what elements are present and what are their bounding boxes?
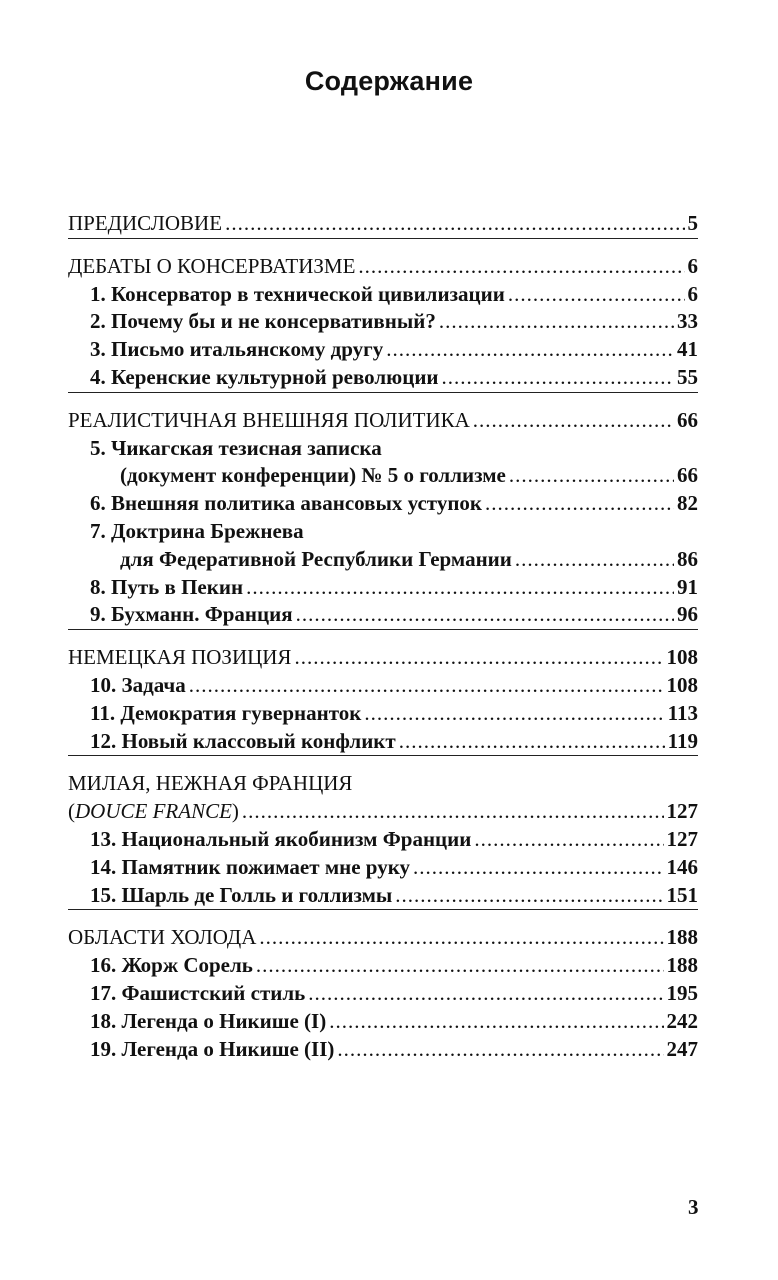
toc-page-number: 127 xyxy=(666,826,698,851)
dot-leader xyxy=(225,210,684,238)
toc-part-entry[interactable] xyxy=(68,924,698,952)
toc-page-number: 41 xyxy=(677,337,698,362)
toc-part-title-cont: (DOUCE FRANCE) xyxy=(68,799,239,824)
toc-page-number: 247 xyxy=(666,1036,698,1061)
toc-page-number: 33 xyxy=(677,309,698,334)
toc-part xyxy=(68,924,698,1063)
dot-leader xyxy=(509,462,674,490)
dot-leader xyxy=(308,980,663,1008)
toc-part xyxy=(68,253,698,393)
dot-leader xyxy=(515,546,674,574)
toc-chapter-title: 8. Путь в Пекин xyxy=(90,574,244,599)
toc-chapter-title: 17. Фашистский стиль xyxy=(90,980,306,1005)
dot-leader xyxy=(508,281,685,309)
toc-part-title: ДЕБАТЫ О КОНСЕРВАТИЗМЕ xyxy=(68,253,356,278)
toc-chapter-entry[interactable] xyxy=(68,1036,698,1064)
toc-page-number: 108 xyxy=(666,645,698,670)
toc-part-title: НЕМЕЦКАЯ ПОЗИЦИЯ xyxy=(68,645,292,670)
toc-page-number: 66 xyxy=(677,407,698,432)
toc-part-entry[interactable] xyxy=(68,210,698,238)
table-of-contents xyxy=(68,210,698,1077)
toc-page-number: 195 xyxy=(666,980,698,1005)
toc-chapter-title: 11. Демократия гувернанток xyxy=(90,700,362,725)
toc-chapter-title: 4. Керенские культурной революции xyxy=(90,364,439,389)
dot-leader xyxy=(485,490,674,518)
toc-page-number: 146 xyxy=(666,854,698,879)
dot-leader xyxy=(474,826,663,854)
toc-part-title: ПРЕДИСЛОВИЕ xyxy=(68,211,223,235)
toc-chapter-title-cont: (документ конференции) № 5 о голлизме xyxy=(120,463,506,488)
toc-part-entry[interactable] xyxy=(68,644,698,672)
toc-chapter-entry[interactable] xyxy=(68,854,698,882)
toc-chapter-title: 10. Задача xyxy=(90,672,186,697)
dot-leader xyxy=(294,644,663,672)
toc-chapter-title: 3. Письмо итальянскому другу xyxy=(90,337,384,362)
toc-page-number: 6 xyxy=(687,253,698,278)
toc-chapter-entry[interactable] xyxy=(68,882,698,910)
toc-chapter-entry[interactable] xyxy=(68,308,698,336)
toc-page-number: 188 xyxy=(666,953,698,978)
toc-chapter-title: 6. Внешняя политика авансовых уступок xyxy=(90,491,483,516)
toc-part xyxy=(68,407,698,630)
toc-page-number: 188 xyxy=(666,925,698,950)
toc-part xyxy=(68,644,698,756)
toc-page-number: 86 xyxy=(677,546,698,571)
dot-leader xyxy=(337,1036,663,1064)
toc-page-number: 127 xyxy=(666,799,698,824)
toc-chapter-title: 5. Чикагская тезисная записка xyxy=(90,435,382,460)
toc-part-entry[interactable] xyxy=(68,253,698,281)
toc-chapter-entry[interactable] xyxy=(68,952,698,980)
toc-chapter-title: 15. Шарль де Голль и голлизмы xyxy=(90,882,393,907)
dot-leader xyxy=(364,700,664,728)
toc-chapter-entry[interactable] xyxy=(68,826,698,854)
toc-chapter-entry[interactable] xyxy=(68,1008,698,1036)
dot-leader xyxy=(358,253,684,281)
toc-part xyxy=(68,770,698,910)
toc-chapter-title: 12. Новый классовый конфликт xyxy=(90,728,396,753)
dot-leader xyxy=(246,574,674,602)
toc-part-title: МИЛАЯ, НЕЖНАЯ ФРАНЦИЯ xyxy=(68,771,353,796)
toc-chapter-entry[interactable] xyxy=(68,364,698,392)
toc-page-number: 151 xyxy=(666,882,698,907)
toc-chapter-entry[interactable] xyxy=(68,672,698,700)
toc-part-continuation[interactable] xyxy=(68,798,698,826)
toc-chapter-entry[interactable] xyxy=(68,281,698,309)
dot-leader xyxy=(242,798,664,826)
toc-chapter-continuation[interactable] xyxy=(68,462,698,490)
page-number: 3 xyxy=(688,1195,699,1219)
toc-page-number: 108 xyxy=(666,672,698,697)
toc-page-number: 96 xyxy=(677,602,698,627)
toc-page-number: 55 xyxy=(677,364,698,389)
toc-part-title: РЕАЛИСТИЧНАЯ ВНЕШНЯЯ ПОЛИТИКА xyxy=(68,407,470,432)
toc-chapter-entry[interactable] xyxy=(68,435,698,463)
toc-page-number: 91 xyxy=(677,574,698,599)
toc-chapter-entry[interactable] xyxy=(68,336,698,364)
toc-chapter-entry[interactable] xyxy=(68,518,698,546)
toc-page-number: 6 xyxy=(687,281,698,306)
toc-chapter-title: 7. Доктрина Брежнева xyxy=(90,518,304,543)
toc-chapter-title: 19. Легенда о Никише (II) xyxy=(90,1036,335,1061)
toc-part-title-italic: DOUCE FRANCE xyxy=(75,799,232,824)
toc-page-number: 119 xyxy=(667,728,698,753)
toc-chapter-entry[interactable] xyxy=(68,980,698,1008)
toc-chapter-title: 9. Бухманн. Франция xyxy=(90,602,293,627)
toc-chapter-entry[interactable] xyxy=(68,700,698,728)
toc-page-number: 82 xyxy=(677,491,698,516)
toc-chapter-entry[interactable] xyxy=(68,601,698,629)
dot-leader xyxy=(256,952,664,980)
toc-page-number: 5 xyxy=(687,211,698,235)
toc-chapter-entry[interactable] xyxy=(68,728,698,756)
toc-chapter-title: 1. Консерватор в технической цивилизации xyxy=(90,281,505,306)
page-title: Содержание xyxy=(304,66,474,96)
dot-leader xyxy=(296,601,674,629)
toc-page-number: 66 xyxy=(677,463,698,488)
toc-chapter-entry[interactable] xyxy=(68,574,698,602)
toc-part-title: ОБЛАСТИ ХОЛОДА xyxy=(68,925,257,950)
dot-leader xyxy=(259,924,663,952)
toc-chapter-title: 16. Жорж Сорель xyxy=(90,953,253,978)
toc-chapter-entry[interactable] xyxy=(68,490,698,518)
dot-leader xyxy=(442,364,674,392)
dot-leader xyxy=(329,1008,663,1036)
toc-part-entry[interactable] xyxy=(68,407,698,435)
toc-page-number: 242 xyxy=(666,1008,698,1033)
dot-leader xyxy=(386,336,674,364)
toc-part-entry[interactable] xyxy=(68,770,698,798)
toc-chapter-title: 18. Легенда о Никише (I) xyxy=(90,1008,327,1033)
toc-chapter-title: 13. Национальный якобинизм Франции xyxy=(90,826,472,851)
toc-chapter-continuation[interactable] xyxy=(68,546,698,574)
dot-leader xyxy=(399,728,665,756)
dot-leader xyxy=(439,308,674,336)
toc-page-number: 113 xyxy=(667,700,698,725)
toc-chapter-title: 2. Почему бы и не консервативный? xyxy=(90,309,436,334)
dot-leader xyxy=(189,672,664,700)
dot-leader xyxy=(413,854,664,882)
toc-chapter-title: 14. Памятник пожимает мне руку xyxy=(90,854,410,879)
toc-chapter-title-cont: для Федеративной Республики Германии xyxy=(120,546,512,571)
toc-part xyxy=(68,210,698,239)
dot-leader xyxy=(395,882,663,910)
dot-leader xyxy=(473,407,674,435)
